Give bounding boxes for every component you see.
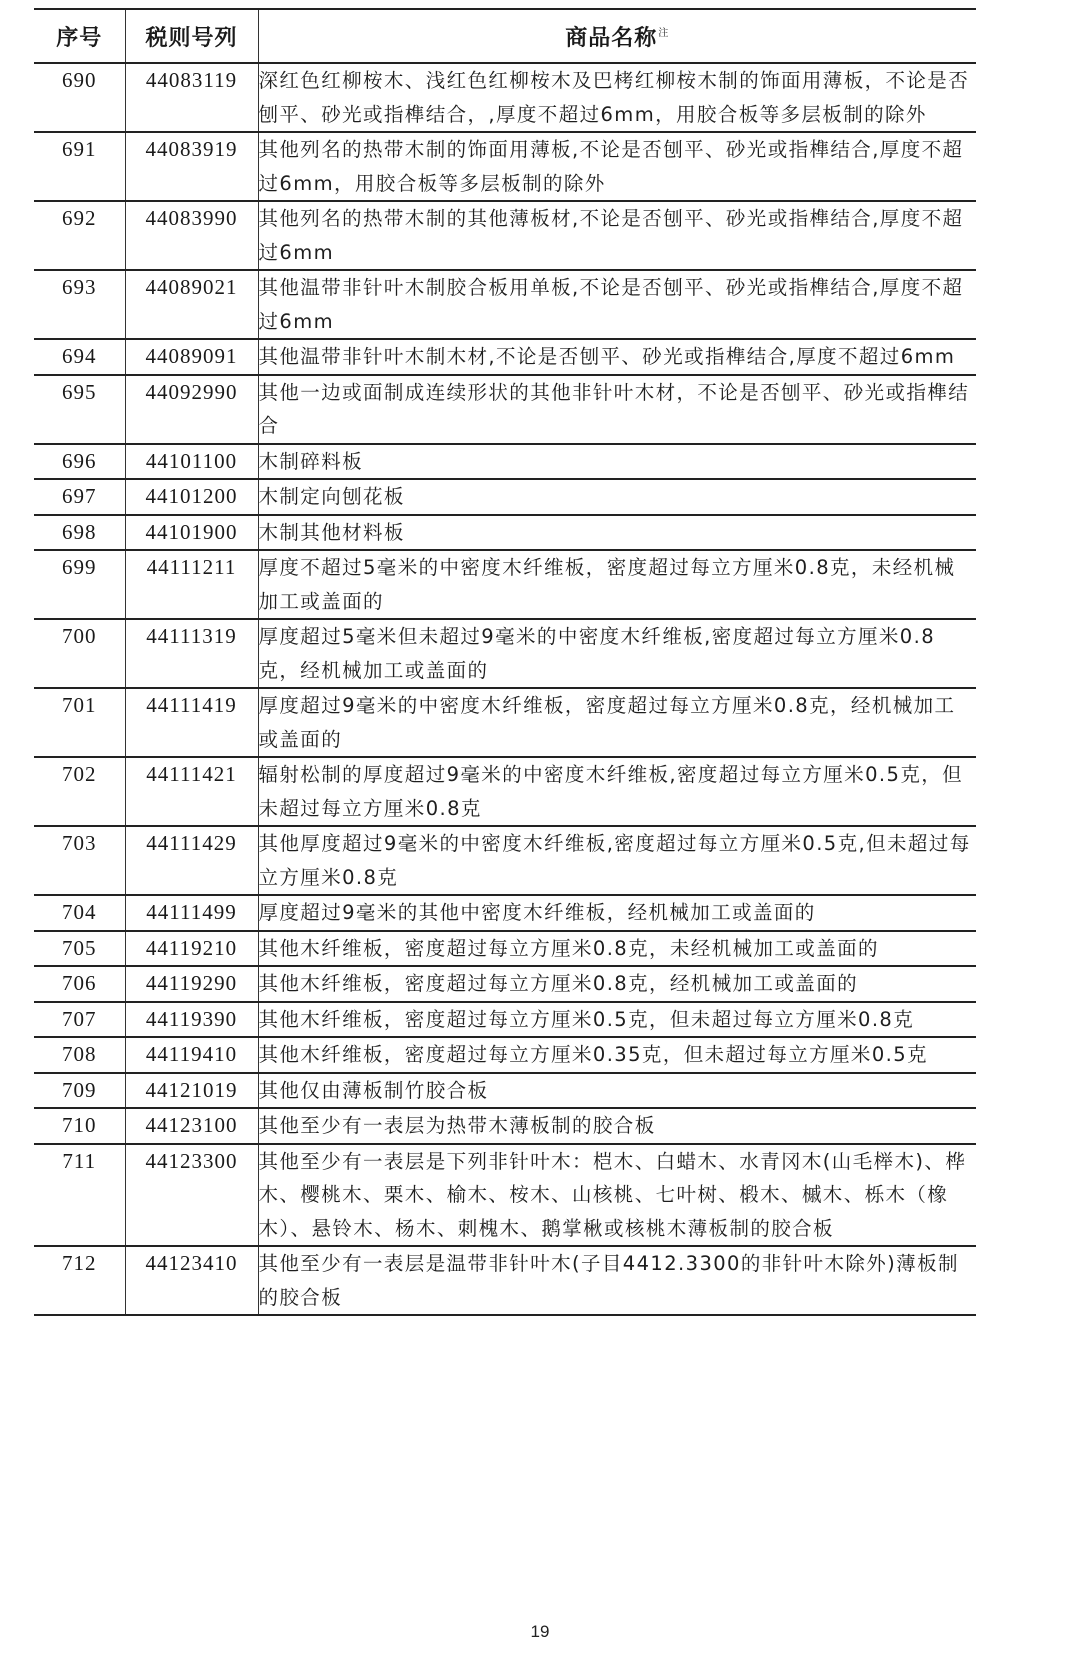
cell-seq: 700 [34,619,125,688]
cell-product-name: 厚度超过9毫米的其他中密度木纤维板，经机械加工或盖面的 [258,895,976,931]
cell-seq: 692 [34,201,125,270]
cell-product-name: 其他木纤维板，密度超过每立方厘米0.5克，但未超过每立方厘米0.8克 [258,1002,976,1038]
tariff-table [34,8,976,1316]
cell-seq: 703 [34,826,125,895]
table-row [34,1073,976,1109]
cell-seq: 701 [34,688,125,757]
cell-tariff-code: 44111419 [125,688,258,757]
cell-seq: 691 [34,132,125,201]
cell-tariff-code: 44111211 [125,550,258,619]
cell-product-name: 其他至少有一表层为热带木薄板制的胶合板 [258,1108,976,1144]
cell-seq: 710 [34,1108,125,1144]
table-row [34,1108,976,1144]
table-row [34,895,976,931]
cell-product-name: 其他温带非针叶木制胶合板用单板,不论是否刨平、砂光或指榫结合,厚度不超过6mm [258,270,976,339]
cell-product-name: 其他至少有一表层是温带非针叶木(子目4412.3300的非针叶木除外)薄板制的胶合板 [258,1246,976,1315]
table-row [34,550,976,619]
cell-product-name: 厚度不超过5毫米的中密度木纤维板，密度超过每立方厘米0.8克，未经机械加工或盖面的 [258,550,976,619]
table-body [34,63,976,1315]
cell-product-name: 其他至少有一表层是下列非针叶木：桤木、白蜡木、水青冈木(山毛榉木)、桦木、樱桃木、栗木、榆木、桉木、山核桃、七叶树、椴木、槭木、栎木（橡木）、悬铃木、杨木、刺槐木、鹅掌楸或核桃木薄板制的胶合板 [258,1144,976,1247]
cell-product-name: 其他木纤维板，密度超过每立方厘米0.8克，经机械加工或盖面的 [258,966,976,1002]
cell-tariff-code: 44123100 [125,1108,258,1144]
cell-seq: 711 [34,1144,125,1247]
cell-tariff-code: 44089021 [125,270,258,339]
cell-seq: 690 [34,63,125,132]
cell-seq: 708 [34,1037,125,1073]
table-row [34,515,976,551]
column-header-code: 税则号列 [125,9,258,63]
cell-product-name: 其他列名的热带木制的其他薄板材,不论是否刨平、砂光或指榫结合,厚度不超过6mm [258,201,976,270]
cell-tariff-code: 44123300 [125,1144,258,1247]
cell-tariff-code: 44111319 [125,619,258,688]
cell-seq: 699 [34,550,125,619]
cell-seq: 705 [34,931,125,967]
table-header-row [34,9,976,63]
cell-product-name: 其他一边或面制成连续形状的其他非针叶木材，不论是否刨平、砂光或指榫结合 [258,375,976,444]
cell-seq: 706 [34,966,125,1002]
cell-product-name: 其他温带非针叶木制木材,不论是否刨平、砂光或指榫结合,厚度不超过6mm [258,339,976,375]
cell-product-name: 木制定向刨花板 [258,479,976,515]
cell-seq: 693 [34,270,125,339]
cell-product-name: 其他厚度超过9毫米的中密度木纤维板,密度超过每立方厘米0.5克,但未超过每立方厘米0.8克 [258,826,976,895]
cell-product-name: 木制其他材料板 [258,515,976,551]
cell-product-name: 其他木纤维板，密度超过每立方厘米0.35克，但未超过每立方厘米0.5克 [258,1037,976,1073]
table-row [34,757,976,826]
cell-tariff-code: 44123410 [125,1246,258,1315]
cell-seq: 695 [34,375,125,444]
cell-product-name: 辐射松制的厚度超过9毫米的中密度木纤维板,密度超过每立方厘米0.5克，但未超过每立方厘米0.8克 [258,757,976,826]
cell-product-name: 深红色红柳桉木、浅红色红柳桉木及巴栲红柳桉木制的饰面用薄板，不论是否刨平、砂光或指榫结合，,厚度不超过6mm，用胶合板等多层板制的除外 [258,63,976,132]
cell-seq: 698 [34,515,125,551]
cell-product-name: 其他木纤维板，密度超过每立方厘米0.8克，未经机械加工或盖面的 [258,931,976,967]
table-row [34,270,976,339]
cell-product-name: 其他列名的热带木制的饰面用薄板,不论是否刨平、砂光或指榫结合,厚度不超过6mm，用胶合板等多层板制的除外 [258,132,976,201]
cell-tariff-code: 44119290 [125,966,258,1002]
cell-seq: 709 [34,1073,125,1109]
cell-seq: 702 [34,757,125,826]
table-row [34,826,976,895]
cell-tariff-code: 44083990 [125,201,258,270]
column-header-seq: 序号 [34,9,125,63]
cell-product-name: 厚度超过9毫米的中密度木纤维板，密度超过每立方厘米0.8克，经机械加工或盖面的 [258,688,976,757]
cell-tariff-code: 44089091 [125,339,258,375]
table-row [34,1037,976,1073]
table-row [34,1144,976,1247]
cell-product-name: 其他仅由薄板制竹胶合板 [258,1073,976,1109]
column-header-name: 商品名称$^注$ [258,9,976,63]
cell-seq: 712 [34,1246,125,1315]
table-row [34,1002,976,1038]
cell-tariff-code: 44119210 [125,931,258,967]
table-row [34,201,976,270]
cell-seq: 707 [34,1002,125,1038]
cell-tariff-code: 44111421 [125,757,258,826]
table-row [34,63,976,132]
table-row [34,479,976,515]
cell-tariff-code: 44083119 [125,63,258,132]
table-row [34,444,976,480]
cell-product-name: 厚度超过5毫米但未超过9毫米的中密度木纤维板,密度超过每立方厘米0.8克，经机械加工或盖面的 [258,619,976,688]
cell-seq: 694 [34,339,125,375]
cell-tariff-code: 44119390 [125,1002,258,1038]
footnote-marker: 注 [658,28,670,40]
cell-tariff-code: 44119410 [125,1037,258,1073]
table-row [34,1246,976,1315]
table-row [34,339,976,375]
table-row [34,966,976,1002]
cell-tariff-code: 44121019 [125,1073,258,1109]
table-row [34,931,976,967]
document-page [34,8,976,1316]
cell-seq: 697 [34,479,125,515]
table-row [34,132,976,201]
cell-seq: 696 [34,444,125,480]
table-row [34,688,976,757]
cell-tariff-code: 44083919 [125,132,258,201]
cell-tariff-code: 44111499 [125,895,258,931]
cell-tariff-code: 44101100 [125,444,258,480]
page-number: 19 [530,1622,550,1641]
cell-product-name: 木制碎料板 [258,444,976,480]
cell-seq: 704 [34,895,125,931]
table-row [34,619,976,688]
table-row [34,375,976,444]
cell-tariff-code: 44111429 [125,826,258,895]
cell-tariff-code: 44092990 [125,375,258,444]
cell-tariff-code: 44101900 [125,515,258,551]
cell-tariff-code: 44101200 [125,479,258,515]
